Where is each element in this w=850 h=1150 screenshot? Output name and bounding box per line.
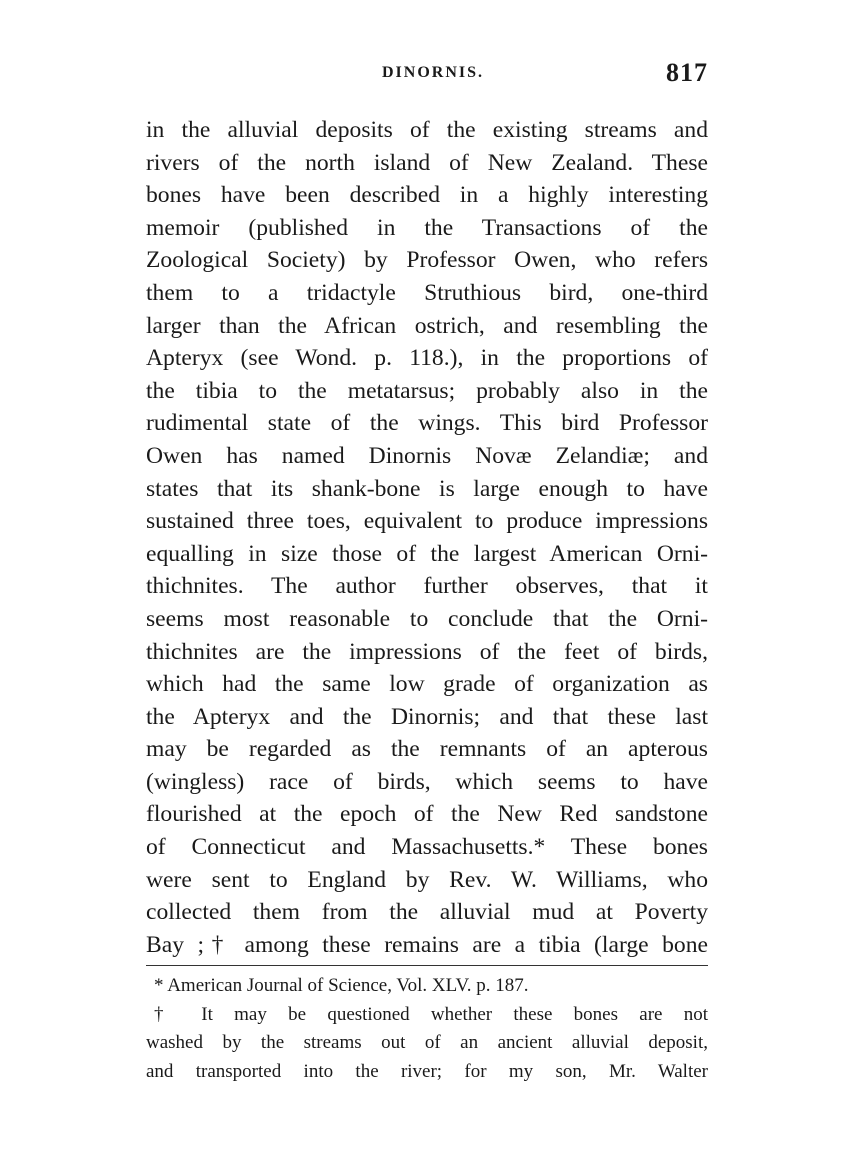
body-line: rivers of the north island of New Zealand. These [146, 149, 708, 176]
body-line: Bay ;† among these remains are a tibia (large bone [146, 931, 708, 958]
body-line: Owen has named Dinornis Novæ Zelandiæ; and [146, 442, 708, 469]
footnote-line: and transported into the river; for my son, Mr. Walter [146, 1060, 708, 1082]
body-line: of Connecticut and Massachusetts.* These bones [146, 834, 708, 861]
footnotes [146, 972, 708, 1086]
body-line: the tibia to the metatarsus; probably also in the [146, 377, 708, 404]
page-number: 817 [666, 58, 708, 87]
body-line: in the alluvial deposits of the existing streams and [146, 117, 708, 143]
body-line: (wingless) race of birds, which seems to have [146, 768, 708, 795]
running-head [146, 58, 708, 94]
body-line: seems most reasonable to conclude that the Orni- [146, 605, 708, 632]
body-line: sustained three toes, equivalent to produce impressions [146, 508, 708, 535]
body-line: bones have been described in a highly interesting [146, 182, 708, 209]
body-line: them to a tridactyle Struthious bird, one-third [146, 279, 708, 306]
body-line: may be regarded as the remnants of an apterous [146, 736, 708, 763]
body-line: thichnites. The author further observes, that it [146, 573, 708, 600]
body-line: states that its shank-bone is large enough to have [146, 475, 708, 502]
footnote-rule [146, 965, 708, 966]
footnote-line: † It may be questioned whether these bones are not [154, 1003, 708, 1025]
running-head-title: DINORNIS. [382, 64, 485, 81]
body-line: Zoological Society) by Professor Owen, who refers [146, 247, 708, 274]
body-text [146, 114, 708, 961]
body-line: were sent to England by Rev. W. Williams, who [146, 866, 708, 893]
body-line: Apteryx (see Wond. p. 118.), in the proportions of [146, 345, 708, 372]
body-line: rudimental state of the wings. This bird Professor [146, 410, 708, 437]
body-line: which had the same low grade of organization as [146, 671, 708, 698]
body-line: collected them from the alluvial mud at Poverty [146, 899, 708, 926]
body-line: flourished at the epoch of the New Red sandstone [146, 801, 708, 828]
footnote-line: * American Journal of Science, Vol. XLV. p. 187. [154, 975, 529, 996]
body-line: memoir (published in the Transactions of the [146, 214, 708, 241]
body-line: larger than the African ostrich, and resembling the [146, 312, 708, 339]
body-line: the Apteryx and the Dinornis; and that these last [146, 703, 708, 730]
body-line: thichnites are the impressions of the feet of birds, [146, 638, 708, 665]
body-line: equalling in size those of the largest American Orni- [146, 540, 708, 567]
footnote-line: washed by the streams out of an ancient alluvial deposit, [146, 1032, 708, 1053]
